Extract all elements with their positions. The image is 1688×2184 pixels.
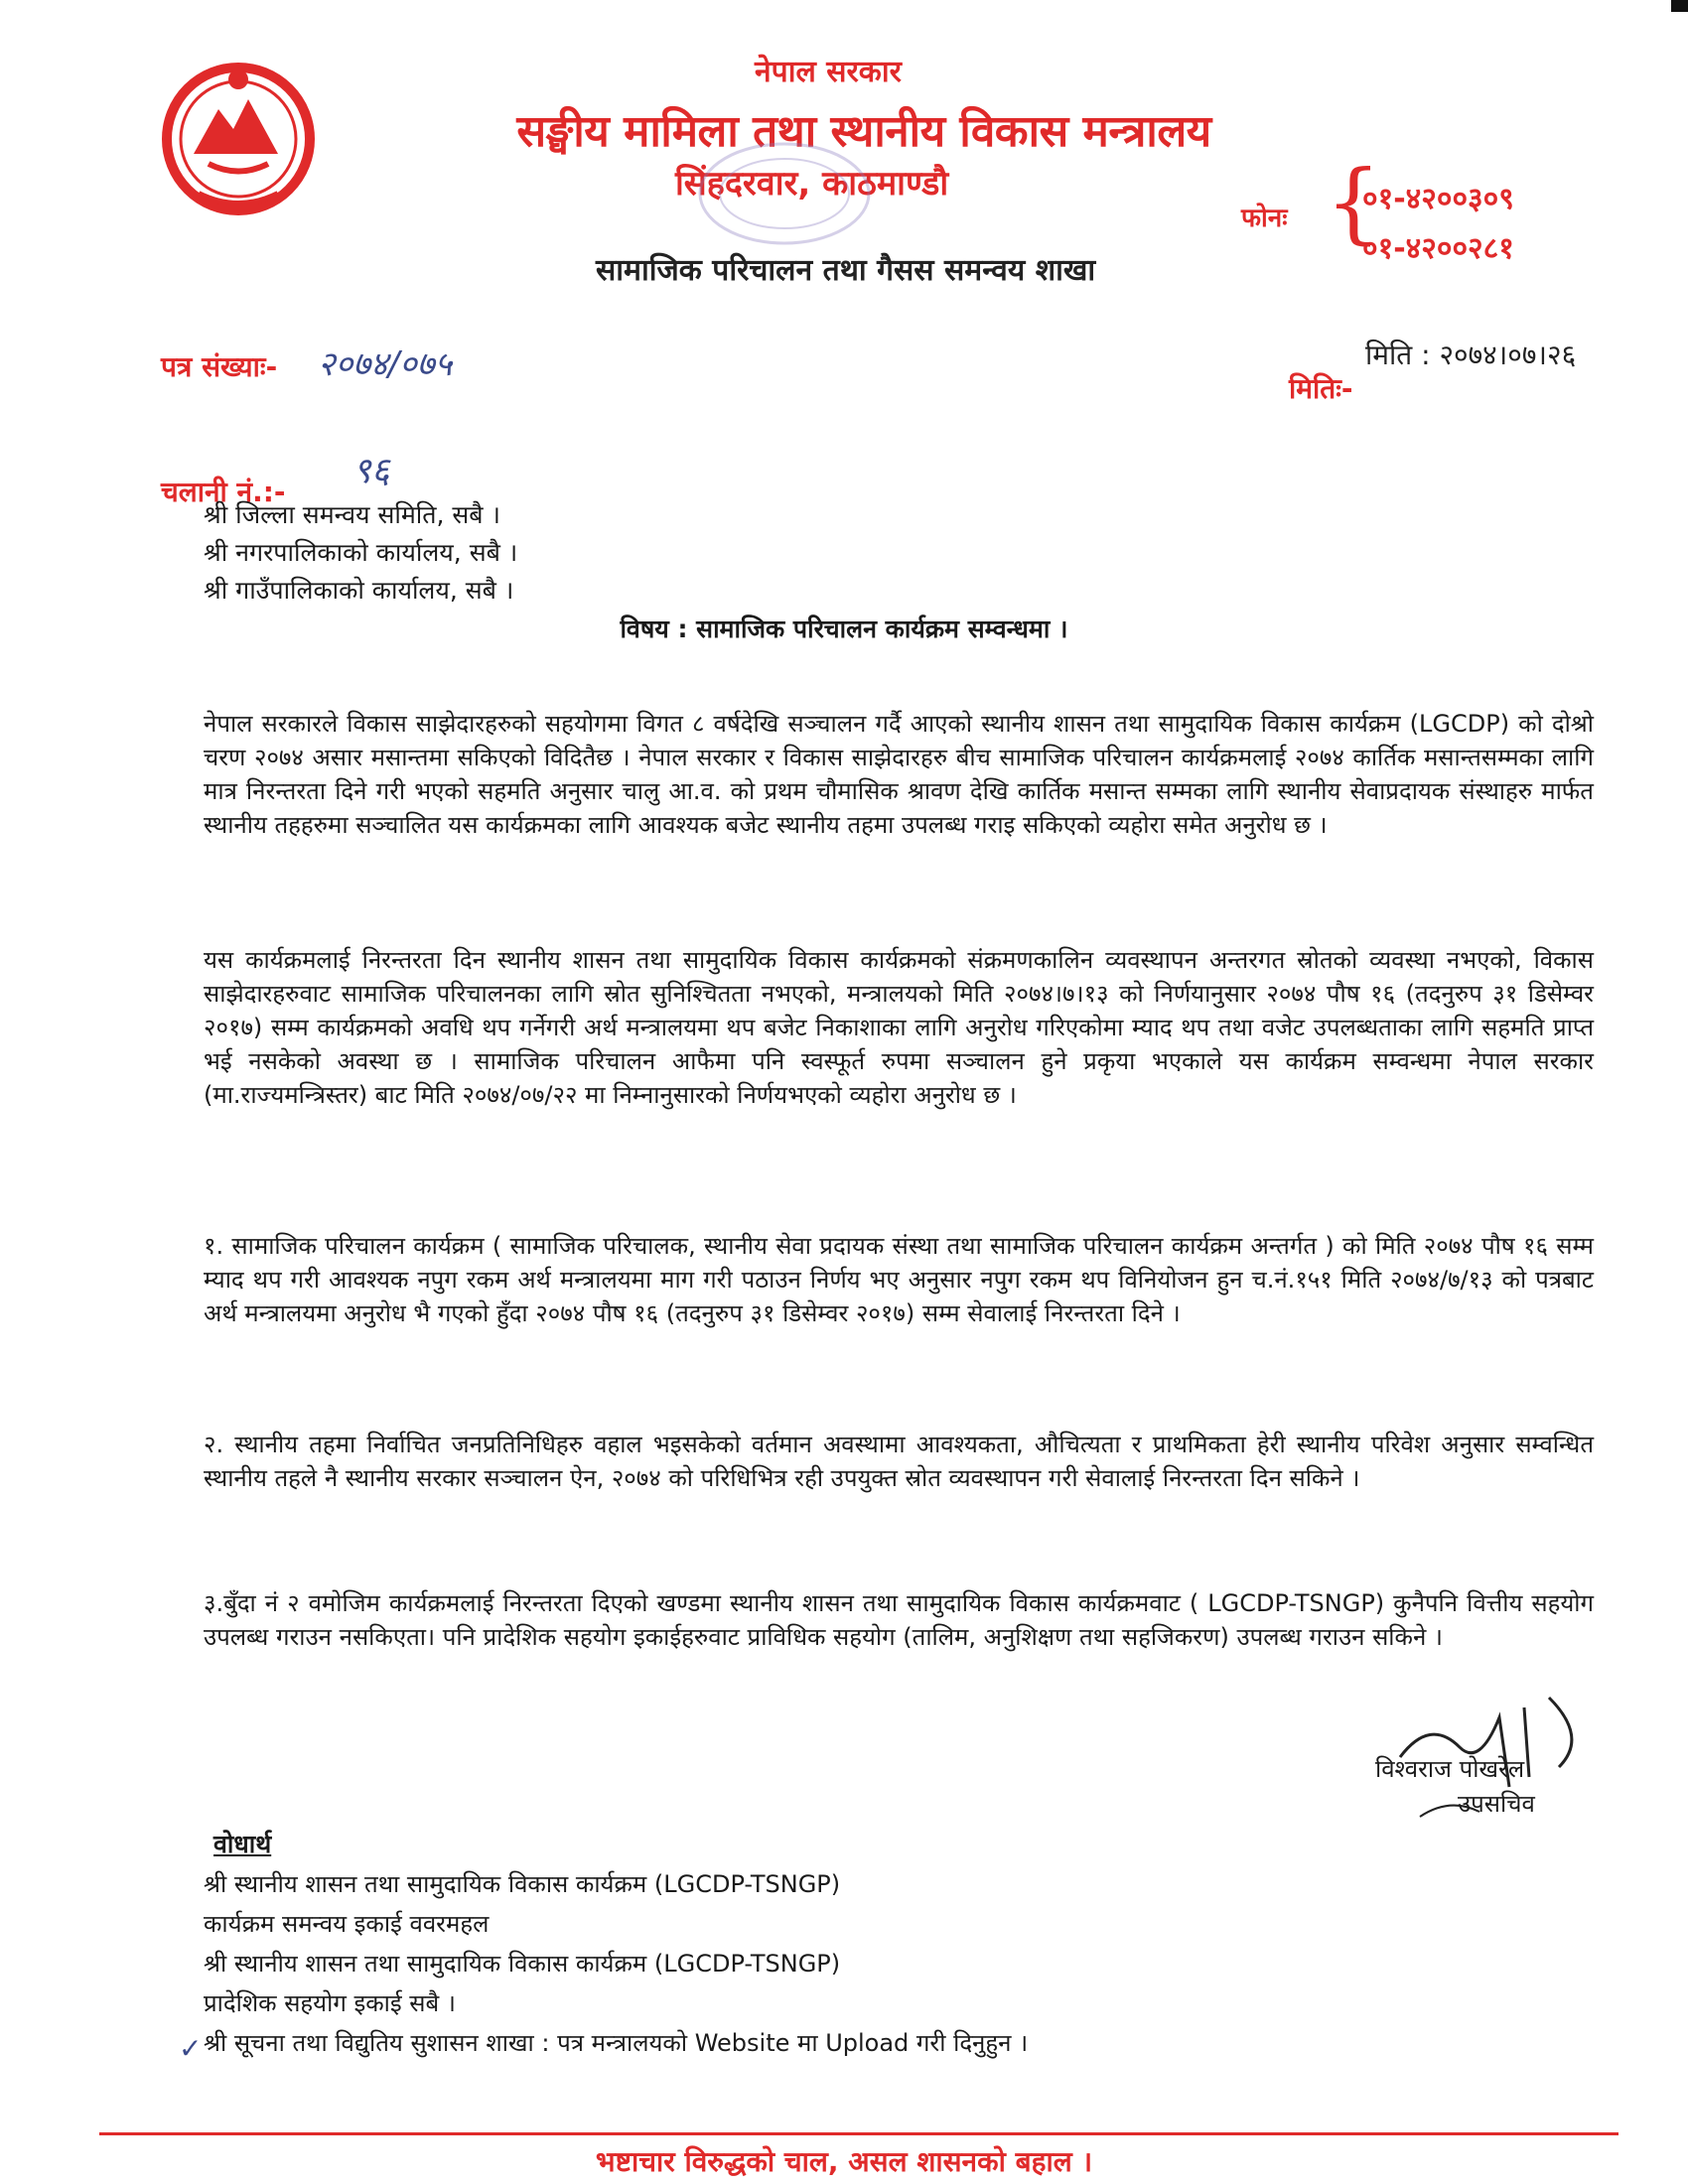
letter-date: मिति : २०७४।०७।२६ — [1365, 339, 1577, 371]
letter-subject: विषय : सामाजिक परिचालन कार्यक्रम सम्वन्धमा । — [620, 614, 1068, 643]
phone-label: फोनः — [1241, 204, 1288, 233]
signatory-title: उपसचिव — [1458, 1790, 1535, 1818]
cc-list — [204, 1864, 1028, 2063]
recipient-list — [204, 496, 517, 610]
footer-divider — [99, 2132, 1618, 2135]
ministry-address: सिंहदरवार, काठमाण्डौ — [675, 164, 949, 204]
nepal-emblem-icon — [154, 55, 323, 218]
signatory-name: विश्वराज पोखरेल — [1375, 1755, 1525, 1783]
phone-number-1: ०१-४२००३०९ — [1362, 182, 1514, 216]
ministry-name: सङ्घीय मामिला तथा स्थानीय विकास मन्त्रालय — [516, 106, 1211, 157]
decision-point-3: ३.बुँदा नं २ वमोजिम कार्यक्रमलाई निरन्तरता दिएको खण्डमा स्थानीय शासन तथा सामुदायिक विकास कार्यक्रमवाट ( LGCDP-TSNGP) कुनैपनि वित्तीय सहयोग उपलब्ध गराउन नसकिएता। पनि प्रादेशिक सहयोग इकाईहरुवाट प्राविधिक सहयोग (तालिम, अनुशिक्षण तथा सहजिकरण) उपलब्ध गराउन सकिने । — [204, 1589, 1594, 1651]
government-name: नेपाल सरकार — [755, 55, 902, 89]
body-paragraph-2: यस कार्यक्रमलाई निरन्तरता दिन स्थानीय शासन तथा सामुदायिक विकास कार्यक्रमको संक्रमणकालिन व्यवस्थापन अन्तरगत स्रोतको व्यवस्था नभएको, विकास साझेदारहरुवाट सामाजिक परिचालनका लागि स्रोत सुनिश्चितता नभएको, मन्त्रालयको मिति २०७४।७।१३ को निर्णयानुसार २०७४ पौष १६ (तदनुरुप ३१ डिसेम्वर २०१७) सम्म कार्यक्रमको अवधि थप गर्नेगरी अर्थ मन्त्रालयमा थप बजेट निकाशाका लागि अनुरोध गरिएकोमा म्याद थप तथा वजेट उपलब्धताका लागि सहमति प्राप्त भई नसकेको अवस्था छ । सामाजिक परिचालन आफैमा पनि स्वस्फूर्त रुपमा सञ्चालन हुने प्रकृया भएकाले यस कार्यक्रम सम्वन्धमा नेपाल सरकार (मा.राज्यमन्त्रिस्तर) बाट मिति २०७४/०७/२२ मा निम्नानुसारको निर्णयभएको व्यहोरा अनुरोध छ । — [204, 946, 1594, 1109]
cc-line: श्री स्थानीय शासन तथा सामुदायिक विकास कार्यक्रम (LGCDP-TSNGP) — [204, 1950, 841, 1978]
decision-point-1: १. सामाजिक परिचालन कार्यक्रम ( सामाजिक परिचालक, स्थानीय सेवा प्रदायक संस्था तथा सामाजिक परिचालन कार्यक्रम अन्तर्गत ) को मिति २०७४ पौष १६ सम्म म्याद थप गरी आवश्यक नपुग रकम अर्थ मन्त्रालयमा माग गरी पठाउन निर्णय भए अनुसार नपुग रकम थप विनियोजन हुन च.नं.१५१ मिति २०७४/७/१३ को पत्रबाट अर्थ मन्त्रालयमा अनुरोध भै गएको हुँदा २०७४ पौष १६ (तदनुरुप ३१ डिसेम्वर २०१७) सम्म सेवालाई निरन्तरता दिने । — [204, 1232, 1594, 1327]
phone-brace-icon: { — [1326, 151, 1381, 253]
footer-slogan: भष्टाचार विरुद्धको चाल, असल शासनको बहाल । — [595, 2145, 1093, 2178]
section-name: सामाजिक परिचालन तथा गैसस समन्वय शाखा — [596, 253, 1096, 288]
dispatch-number-handwritten: ९६ — [352, 451, 390, 491]
recipient-line: श्री नगरपालिकाको कार्यालय, सबै । — [204, 538, 518, 567]
cc-line: श्री सूचना तथा विद्युतिय सुशासन शाखा : पत्र मन्त्रालयको Website मा Upload गरी दिनुहुन । — [204, 2029, 1029, 2057]
dispatch-number-label: चलानी नं.:- — [161, 476, 286, 508]
decision-point-2: २. स्थानीय तहमा निर्वाचित जनप्रतिनिधिहरु वहाल भइसकेको वर्तमान अवस्थामा आवश्यकता, औचित्यता र प्राथमिकता हेरी स्थानीय परिवेश अनुसार सम्वन्धित स्थानीय तहले नै स्थानीय सरकार सञ्चालन ऐन, २०७४ को परिधिभित्र रही उपयुक्त स्रोत व्यवस्थापन गरी सेवालाई निरन्तरता दिन सकिने । — [204, 1431, 1594, 1492]
cc-line: प्रादेशिक सहयोग इकाई सबै । — [204, 1989, 456, 2017]
phone-number-2: ०१-४२००२८१ — [1362, 231, 1514, 266]
cc-line: कार्यक्रम समन्वय इकाई ववरमहल — [204, 1910, 490, 1938]
recipient-line: श्री जिल्ला समन्वय समिति, सबै । — [204, 500, 501, 529]
cc-title: वोधार्थ — [213, 1830, 272, 1858]
body-paragraph-1: नेपाल सरकारले विकास साझेदारहरुको सहयोगमा विगत ८ वर्षदेखि सञ्चालन गर्दै आएको स्थानीय शासन तथा सामुदायिक विकास कार्यक्रम (LGCDP) को दोश्रो चरण २०७४ असार मसान्तमा सकिएको विदितैछ । नेपाल सरकार र विकास साझेदारहरु बीच सामाजिक परिचालन कार्यक्रमलाई २०७४ कार्तिक मसान्तसम्मका लागि मात्र निरन्तरता दिने गरी भएको सहमति अनुसार चालु आ.व. को प्रथम चौमासिक श्रावण देखि कार्तिक मसान्त सम्मका लागि स्थानीय सेवाप्रदायक संस्थाहरु मार्फत स्थानीय तहहरुमा सञ्चालित यस कार्यक्रमका लागि आवश्यक बजेट स्थानीय तहमा उपलब्ध गराइ सकिएको व्यहोरा समेत अनुरोध छ । — [204, 710, 1594, 839]
date-label: मितिः- — [1289, 372, 1353, 405]
letter-number-handwritten: २०७४/०७५ — [318, 344, 453, 384]
checkmark-icon: ✓ — [179, 2032, 203, 2065]
letter-number-label: पत्र संख्याः- — [161, 350, 278, 383]
recipient-line: श्री गाउँपालिकाको कार्यालय, सबै । — [204, 576, 514, 605]
office-stamp-icon — [695, 139, 874, 248]
scan-corner-mark — [1671, 0, 1688, 12]
cc-line: श्री स्थानीय शासन तथा सामुदायिक विकास कार्यक्रम (LGCDP-TSNGP) — [204, 1870, 841, 1898]
